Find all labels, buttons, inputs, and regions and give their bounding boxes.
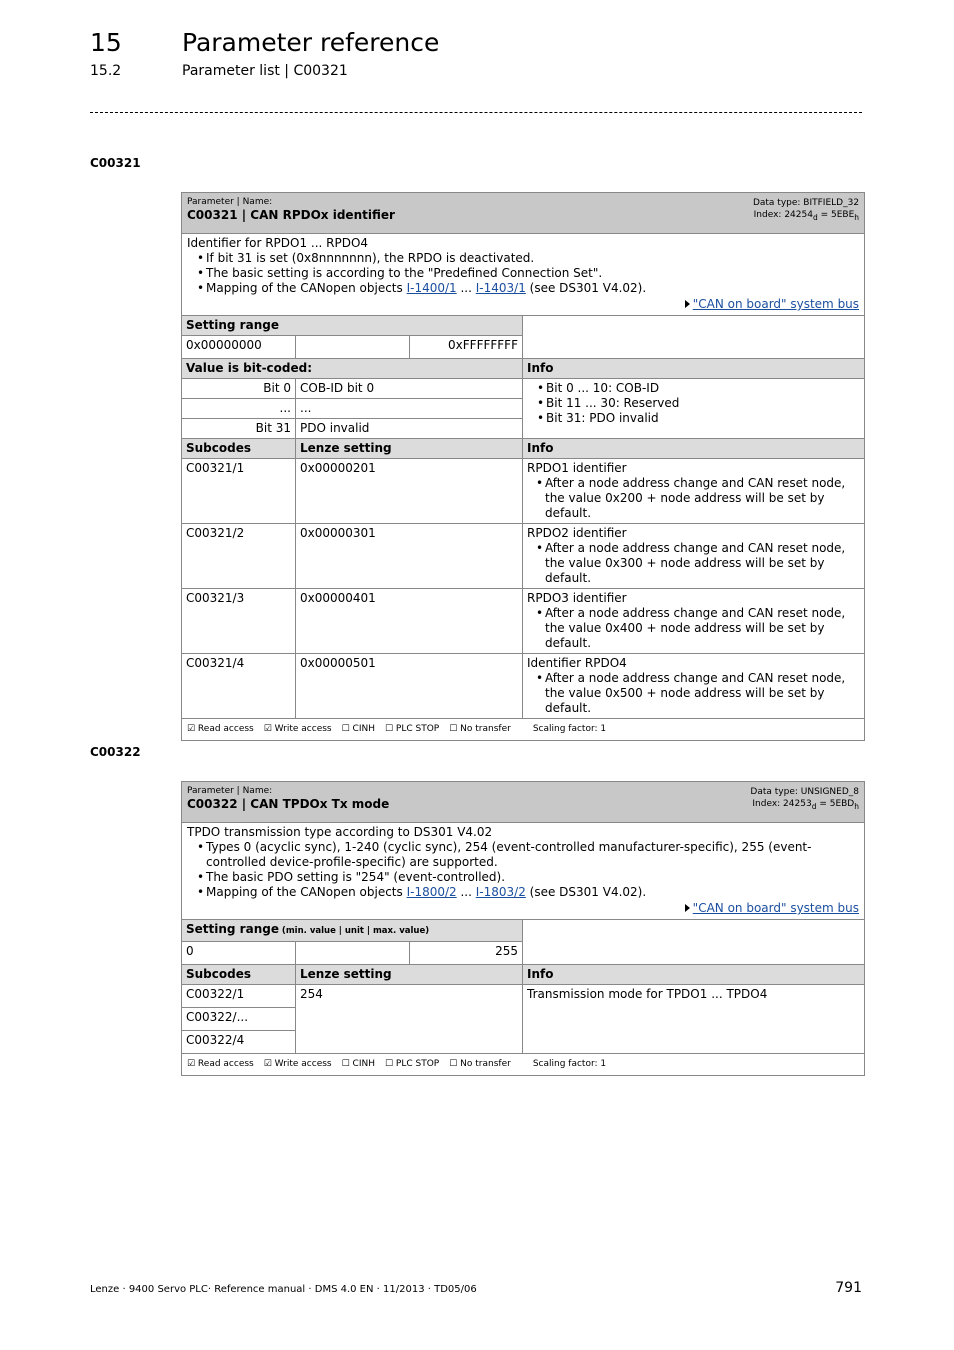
bit-description: PDO invalid [296, 419, 523, 439]
no-transfer-flag: ☐ No transfer [449, 724, 511, 734]
subcode-row [182, 589, 865, 654]
lenze-setting: 0x00000401 [296, 589, 523, 654]
chapter-title: Parameter reference [182, 28, 440, 57]
bit-info-item: • Bit 0 ... 10: COB-ID [527, 381, 860, 396]
range-max: 255 [410, 942, 523, 965]
system-bus-link[interactable]: "CAN on board" system bus [692, 297, 860, 311]
dashed-divider [90, 112, 862, 113]
param-name-label: Parameter | Name: [187, 197, 273, 207]
lenze-setting: 0x00000201 [296, 459, 523, 524]
scaling-factor: Scaling factor: 1 [532, 724, 607, 734]
data-type: Data type: UNSIGNED_8 [750, 787, 859, 797]
cinh-flag: ☐ CINH [341, 1059, 375, 1069]
subcodes-header: Subcodes Lenze setting Info [182, 439, 865, 459]
subcode-info: RPDO2 identifier • After a node address change and CAN reset node, the value 0x300 + node address will be set by default. [523, 524, 865, 589]
range-unit [296, 942, 410, 965]
description-list [187, 251, 859, 296]
cinh-flag: ☐ CINH [341, 724, 375, 734]
data-type-block [750, 786, 859, 813]
subcode: C00321/4 [182, 654, 296, 719]
subcode-info: Transmission mode for TPDO1 ... TPDO4 [523, 985, 865, 1054]
bit-info-item: • Bit 31: PDO invalid [527, 411, 860, 426]
system-bus-link-row [187, 296, 859, 312]
bit-info-item: • Bit 11 ... 30: Reserved [527, 396, 860, 411]
subcode-row [182, 654, 865, 719]
subcodes-header: Subcodes Lenze setting Info [182, 965, 865, 985]
plc-stop-flag: ☐ PLC STOP [385, 724, 440, 734]
system-bus-link-row [187, 900, 859, 916]
plc-stop-flag: ☐ PLC STOP [385, 1059, 440, 1069]
description-list [187, 840, 859, 900]
subcode-info: RPDO3 identifier • After a node address change and CAN reset node, the value 0x400 + node address will be set by default. [523, 589, 865, 654]
param-table-c00322 [181, 781, 865, 1076]
page-footer-text: Lenze · 9400 Servo PLC· Reference manual · DMS 4.0 EN · 11/2013 · TD05/06 [90, 1284, 477, 1295]
data-type: Data type: BITFIELD_32 [752, 198, 860, 208]
subcode: C00321/1 [182, 459, 296, 524]
range-unit [296, 336, 410, 359]
setting-range-header: Setting range (min. value | unit | max. value) [182, 920, 865, 942]
bit-number: Bit 31 [182, 419, 296, 439]
no-transfer-flag: ☐ No transfer [449, 1059, 511, 1069]
bit-number: Bit 0 [182, 379, 296, 399]
param-header [182, 193, 865, 234]
range-min: 0 [182, 942, 296, 965]
arrow-right-icon [685, 904, 690, 912]
index-value: Index: $24254_d = 5EBE_h$ [753, 210, 860, 222]
param-name: C00321 | CAN RPDOx identifier [187, 208, 395, 222]
subcode: C00321/2 [182, 524, 296, 589]
mapping-link-start[interactable]: I-1400/1 [406, 281, 457, 295]
description-row [182, 234, 865, 316]
bit-description: COB-ID bit 0 [296, 379, 523, 399]
arrow-right-icon [685, 300, 690, 308]
subcode-info: Identifier RPDO4 • After a node address change and CAN reset node, the value 0x500 + node address will be set by default. [523, 654, 865, 719]
bit-description: ... [296, 399, 523, 419]
lenze-setting: 0x00000301 [296, 524, 523, 589]
param-header [182, 782, 865, 823]
chapter-number: 15 [90, 28, 122, 57]
description-item: • The basic setting is according to the "Predefined Connection Set". [187, 266, 859, 281]
write-access: ☑ Write access [263, 724, 332, 734]
subcode: C00322/1 [182, 985, 296, 1008]
system-bus-link[interactable]: "CAN on board" system bus [692, 901, 859, 915]
description-row [182, 823, 865, 920]
description-item: • Mapping of the CANopen objects I-1400/1 ... I-1403/1 (see DS301 V4.02). [187, 281, 859, 296]
param-heading-c00321: C00321 [90, 156, 141, 170]
data-type-block [753, 197, 859, 224]
range-max: 0xFFFFFFFF [410, 336, 523, 359]
mapping-link-end[interactable]: I-1803/2 [475, 885, 526, 899]
subcode-row [182, 985, 865, 1008]
description-title: Identifier for RPDO1 ... RPDO4 [187, 236, 369, 250]
subcode-row [182, 524, 865, 589]
bitcoded-header: Value is bit-coded: Info [182, 359, 865, 379]
read-access: ☑ Read access [187, 724, 254, 734]
mapping-link-end[interactable]: I-1403/1 [475, 281, 526, 295]
write-access: ☑ Write access [263, 1059, 332, 1069]
subcode-info: RPDO1 identifier • After a node address change and CAN reset node, the value 0x200 + node address will be set by default. [523, 459, 865, 524]
range-min: 0x00000000 [182, 336, 296, 359]
subcode: C00322/4 [182, 1031, 296, 1054]
description-item: • If bit 31 is set (0x8nnnnnnn), the RPDO is deactivated. [187, 251, 859, 266]
read-access: ☑ Read access [187, 1059, 254, 1069]
lenze-setting: 254 [296, 985, 523, 1054]
index-value: Index: $24253_d = 5EBD_h$ [752, 799, 859, 811]
param-heading-c00322: C00322 [90, 745, 141, 759]
subcode-row [182, 459, 865, 524]
page-number: 791 [835, 1280, 862, 1296]
mapping-link-start[interactable]: I-1800/2 [406, 885, 457, 899]
subcode: C00322/... [182, 1008, 296, 1031]
param-name: C00322 | CAN TPDOx Tx mode [187, 797, 390, 811]
param-table-c00321 [181, 192, 865, 741]
section-title: Parameter list | C00321 [182, 63, 348, 79]
description-title: TPDO transmission type according to DS301 V4.02 [187, 825, 493, 839]
access-footer [182, 1054, 865, 1076]
lenze-setting: 0x00000501 [296, 654, 523, 719]
section-number: 15.2 [90, 63, 122, 79]
access-footer [182, 719, 865, 741]
description-item: • Mapping of the CANopen objects I-1800/2 ... I-1803/2 (see DS301 V4.02). [187, 885, 859, 900]
bit-info [523, 379, 865, 439]
bit-number: ... [182, 399, 296, 419]
subcode: C00321/3 [182, 589, 296, 654]
description-item: • The basic PDO setting is "254" (event-controlled). [187, 870, 859, 885]
param-name-label: Parameter | Name: [187, 786, 273, 796]
bit-row [182, 379, 865, 399]
scaling-factor: Scaling factor: 1 [532, 1059, 607, 1069]
setting-range-header: Setting range [182, 316, 865, 336]
description-item: • Types 0 (acyclic sync), 1-240 (cyclic sync), 254 (event-controlled manufacturer-specific), 255 (event-controlled device-profile-specific) are supported. [187, 840, 859, 870]
